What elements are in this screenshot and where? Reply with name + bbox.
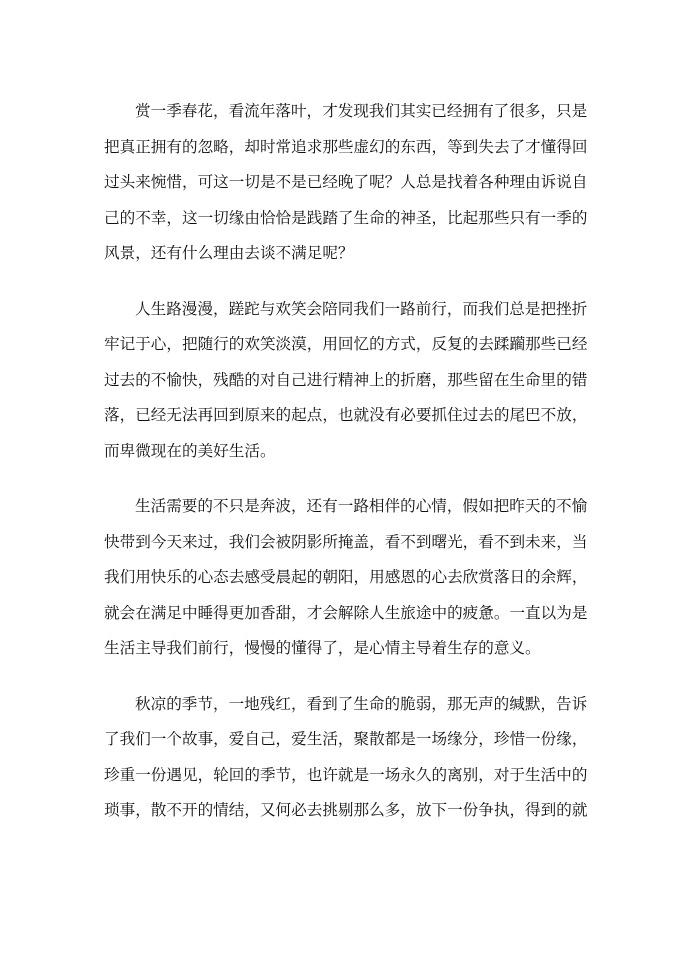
paragraph-1 [104, 94, 588, 272]
text-line: 风景，还有什么理由去谈不满足呢？ [104, 244, 354, 262]
paragraph-3 [104, 489, 588, 667]
text-line: 琐事，散不开的情结，又何必去挑剔那么多，放下一份争执，得到的就 [104, 801, 588, 819]
paragraph-2 [104, 292, 588, 470]
text-line: 就会在满足中睡得更加香甜，才会解除人生旅途中的疲惫。一直以为是 [104, 603, 588, 622]
text-line: 过头来惋惜，可这一切是不是已经晚了呢？人总是找着各种理由诉说自 [104, 173, 588, 191]
text-line: 了我们一个故事，爱自己，爱生活，聚散都是一场缘分，珍惜一份缘， [104, 730, 588, 748]
document-body [104, 94, 588, 849]
text-line: 而卑微现在的美好生活。 [104, 441, 276, 460]
text-line: 过去的不愉快，残酷的对自己进行精神上的折磨，那些留在生命里的错 [104, 370, 588, 389]
text-line: 落，已经无法再回到原来的起点，也就没有必要抓住过去的尾巴不放， [104, 406, 588, 424]
text-line: 牢记于心，把随行的欢笑淡漠，用回忆的方式，反复的去蹂躏那些已经 [104, 335, 588, 353]
text-line: 我们用快乐的心态去感受晨起的朝阳，用感恩的心去欣赏落日的余辉， [104, 568, 588, 586]
text-line: 赏一季春花，看流年落叶，才发现我们其实已经拥有了很多，只是 [135, 102, 588, 120]
text-line: 把真正拥有的忽略，却时常追求那些虚幻的东西，等到失去了才懂得回 [104, 137, 588, 156]
text-line: 生活需要的不只是奔波，还有一路相伴的心情，假如把昨天的不愉 [135, 497, 588, 515]
text-line: 珍重一份遇见，轮回的季节，也许就是一场永久的离别，对于生活中的 [104, 765, 588, 784]
text-line: 人生路漫漫，蹉跎与欢笑会陪同我们一路前行，而我们总是把挫折 [135, 299, 588, 318]
text-line: 生活主导我们前行，慢慢的懂得了，是心情主导着生存的意义。 [104, 639, 541, 657]
paragraph-4 [104, 687, 588, 829]
text-line: 快带到今天来过，我们会被阴影所掩盖，看不到曙光，看不到未来，当 [104, 532, 588, 551]
text-line: 秋凉的季节，一地残红，看到了生命的脆弱，那无声的缄默，告诉 [135, 694, 588, 713]
text-line: 己的不幸，这一切缘由恰恰是践踏了生命的神圣，比起那些只有一季的 [104, 208, 588, 227]
